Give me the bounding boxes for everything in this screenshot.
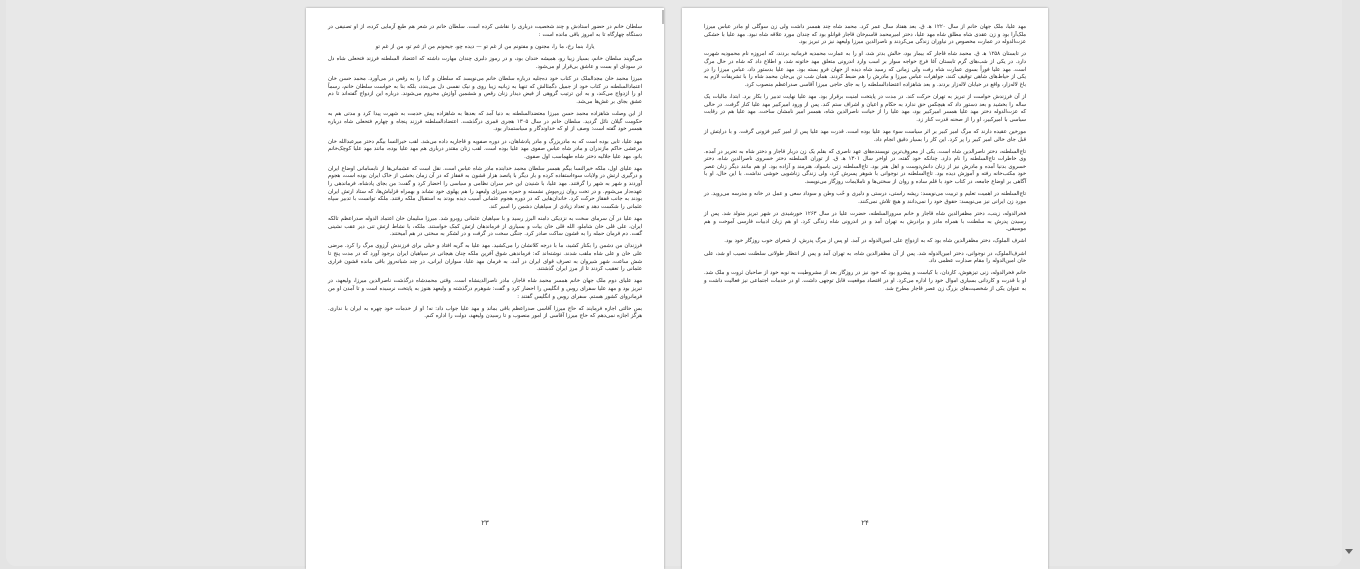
paragraph: می‌گویند سلطان خانم، بسیار زیبا رو، همیشه خندان بود، و در رموز دلبری چندان مهارت داشته که اعتضاد السلطنه فرزند فتحعلی شاه دل در سودای او بست و عاشق بی‌قرار او می‌شود. [328, 56, 642, 70]
paragraph: مهد علیا در آن سرمای سخت به نزدیکی دامنه البرز رسید و با سپاهیان عثمانی روبرو شد. میرزا سلیمان خان اعتماد الدوله صدراعظم تالکه ایران، علی قلی خان شاملو، الله قلی خان بیات و بسیاری از فرماندهان ارتش کمک خواستند. ملکه، با نشاط ارتش تنی دیر عقب نشینی گفت. دم فرمان حمله را به قشون ساکت صادر کرد. جنگی سخت در گرفت و در لشکر به سختی در هم آمیختند. [328, 216, 642, 238]
paragraph: مورخین عقیده دارند که مرگ امیر کبیر بر اثر سیاست سوء مهد علیا بوده است. قدرت مهد علیا پس از امیر کبیر فزونی گرفت. و با درایتش از قبل جای خالی امیر کبیر را پر کرد. این کار را بسیار دقیق انجام داد. [704, 128, 1026, 143]
paragraph: از این وصلت شاهزاده محمد حسن میرزا معتضدالسلطنه به دنیا آمد که بعدها به شاهزاده پیش خدمت به شهرت پیدا کرد و مدتی هم به حکومت گیلان نائل گردید. سلطان خانم در سال ۱۳۰۵ هجری قمری درگذشت. اعتضادالسلطنه فرزند پنجاه و چهارم فتحعلی شاه درباره همسر خود گفته است: وصف از او که خداوندگار و سیاستمدار بود. [328, 111, 642, 133]
vertical-scrollbar[interactable] [1344, 0, 1358, 566]
document-page-left [306, 8, 664, 569]
scroll-down-arrow-icon[interactable] [1345, 549, 1353, 554]
page-gap-marker [662, 10, 664, 24]
paragraph: بس حالتی اجازه فرمایند که حاج میرزا آقاسی صدراعظم باقی بماند و مهد علیا جواب داد: نه! او از خدمات خود چهره به ایران با نداری. هرگز اجازه نمی‌دهم که حاج میرزا آقاسی از امور منصوب و تا رسیدن ولیعهد، دولت را اداره کنم. [328, 305, 642, 320]
page-number-left: ۲۳ [481, 519, 489, 527]
paragraph: مهد علیای اول، ملکه خیرالنسا بیگم همسر سلطان محمد خدابنده مادر شاه عباس است. نقل است که عشمانی‌ها از نابسامانی اوضاع ایران و درگیری ارتش در ولایات سوءاستفاده کرده و بار دیگر با پانصد هزار قشون به قفقاز که در آن زمان بخشی از خاک ایران بوده است، هجوم آوردند و شهر به شهر را گرفتند. مهد علیا، با شنیدن این خبر سران نظامی و سیاسی را احضار کرد و گفت: من بجای پادشاه، فرماندهی را عهده‌دار می‌شوم. و در تخت روان زره‌پوش نشسته و حمزه میرزای ولیعهد را هم پهلوی خود نشاند و بهمراه قزلباش‌ها، که ستاد ارتش ایران بودند به جانب قفقاز حرکت کرد. خاندان‌هایی که در دوره هجوم عثمانی آسیب دیده بودند به استقبال ملکه رفتند. ملکه توانست با تدبیر سپاه عثمانی را شکست دهد و تعداد زیادی از سپاهیان دشمن را اسیر کند. [328, 165, 642, 210]
paragraph: از آن فرزندش خواست از تبریز به تهران حرکت کند. در مدت در پایتخت امنیت برقرار بود. مهد علیا نهایت تدبیر را بکار برد. ابتدا، مالیات یک ساله را بخشید و بعد دستور داد که هیچکس حق ندارد به حکام و اعیان و اشراف ستم کند. پس از ورود امیرکبیر مهد علیا کنار گرفت. در حالی که عزت‌الدوله دختر مهد علیا همسر امیرکبیر بود، مهد علیا را از خیانت ناصرالدین شاه، همسر امیر نامشان ساخت. مهد علیا هم در رقابت سیاسی با امیرکبیر، او را از صحنه قدرت کنار زد. [704, 93, 1026, 123]
page-text-left [328, 24, 642, 326]
paragraph: خانم فخرالدوله، زنی تیزهوش، کاردان، با کیاست و پیشرو بود که خود نیز در روزگار بعد از مشروطیت به نوبه خود از صاحبان ثروت و ملک شد. او با قدرت و کاردانی بسیاری اموال خود را اداره می‌کرد. او در اقتصاد موقعیت قابل توجهی داشت. او در خدمات اجتماعی نیز فعالیت داشت و به عنوان یکی از شخصیت‌های بزرگ زن عصر قاجار مطرح شد. [704, 270, 1026, 292]
paragraph: فرزندان من دشمن را بکنار کشید، ما با درجه کلانشان را می‌کشید. مهد علیا به گریه افتاد و خیلی برای فرزندش آرزوی مرگ را کرد. مرضی علی خان و علی شاه ملقب شدند. نوشته‌اند که: فرماندهی شوق آفرین ملکه چنان هیجانی در سپاهیان ایران برجود آورد که در مدت پنج تا شش ساعت، شهر شیروان به تصرف قوای ایران در آمد. به فرمان مهد علیا، سواران ایرانی، در چند شبانه‌روز باقی مانده قشون فراری عثمانی را تعقیب کردند تا از مرز ایران گذشتند. [328, 243, 642, 273]
paragraph: مهد علیا، تابی بوده است که به مادربزرگ و مادر پادشاهان، در دوره صفویه و قاجاریه داده می‌شد. لقب خیرالنسا بیگم دختر میرعبدالله خان مرعشی حاکم مازندران و مادر شاه عباس صفوی مهد علیا بوده است. لقب زنان مقتدر درباری هم مهد علیا بوده، مانند مهد علیا کوچک‌خانم بانو، مهد علیا جلالیه دختر شاه طهماسب اول صفوی. [328, 138, 642, 160]
paragraph: تاج‌السلطنه، دختر ناصرالدین شاه است. یکی از معروف‌ترین نویسنده‌های عهد ناصری که بقلم یک زن دربار قاجار و دختر شاه به تحریر در آمده. وی خاطرات تاج‌السلطنه را نام دارد. چنانکه خود گفته، در اواخر سال ۱۳۰۱ ه‍. ق. از توران السلطنه دختر خسروی ناصرالدین شاه، دختر خسروی بدنیا آمده و مادرش نیز از زنان دانش‌دوست و اهل هنر بود. تاج‌السلطنه زنی باسواد، هنرمند و آزاده بود. او هم مانند دیگر زنان عصر خود مکتب‌خانه رفته و آموزش دیده بود. تاج‌السلطنه در نوجوانی با شوهر پسرش کرد، ولی زندگی زناشویی خوشی نداشت. با این حال، او با آگاهی بر اوضاع جامعه، در کتاب خود با قلم ساده و روان از سختی‌ها و ناملایمات روزگار می‌نویسد. [704, 148, 1026, 186]
paragraph: سلطان خانم در حضور استادش و چند شخصیت درباری را نقاشی کرده است. سلطان خانم در شعر هم طبع آزمایی کرده، از او تصنیفی در دستگاه چهارگاه تا به امروز باقی مانده است : [328, 24, 642, 38]
page-text-right [704, 24, 1026, 298]
page-number-right: ۲۴ [861, 519, 869, 527]
page-canvas[interactable] [6, 0, 1342, 566]
document-page-right [682, 8, 1048, 569]
paragraph: فخرالدوله، زینب، دختر مظفرالدین شاه قاجار و خانم سرورالسلطنه، حضرت علیا در سال ۱۲۶۳ خورشیدی در شهر تبریز متولد شد. پس از رسیدن پدرش به سلطنت با همراه مادر و برادرش به تهران آمد و در اندرونی شاه زندگی کرد. او هم زبان ادبیات فارسی آموخت و هم موسیقی. [704, 211, 1026, 233]
paragraph: اشرف الملوک، دختر مظفرالدین شاه بود که به ازدواج علی امین‌الدوله در آمد. او پس از مرگ پدرش، از شعرای خوب روزگار خود بود. [724, 238, 1026, 245]
paragraph: اشرف‌الملوک، در نوجوانی، دختر امین‌الدوله شد. پس از آن مظفرالدین شاه، به تهران آمد و پس از انتظار طولانی سلطنت نصیب او شد، علی خان امین‌الدوله را مقام صدارت عظمی داد. [704, 250, 1026, 265]
paragraph: میرزا محمد خان مجدالملک در کتاب خود ده‌جلیه درباره سلطان خانم می‌نویسد که سلطان و گدا را به رقص در می‌آورد. محمد حسن خان اعتمادالسلطنه در کتاب خود از جمیل دگمثالش که تنهیا به زبانیه زیبا روی و نیک نفسی دل می‌بندد، بلکه بنا به خواست سلطان خانم، رسماً او را ازدواج می‌کند، و به این ترتیب گروهی از فیض دیدار زنان رقص و ششمین آوازش محروم می‌شوند. درباره این ازدواج گفته‌اند تا دم عشق بجای بر غش‌ها می‌شد. [328, 76, 642, 105]
paragraph: در تابستان ۱۲۵۸ ه‍. ق. محمد شاه قاجار که بیمار بود، حالش بدتر شد، او را به عمارت محمدیه فرمانیه بردند، که امروزه نام محمودیه شهرت دارد. در یکی از شب‌های گرم تابستان آغا فرج خواجه سوار بر اسب وارد اندرونی متعلق مهد خاتونه شد، و اطلاع داد که شاه در حال مرگ است. مهد علیا فوراً بسوی عمارت شاه رفت ولی زمانی که رسید شاه دیده از جهان فرو بسته بود. مهد علیا بدستور داد، عباس میرزا را در یکی از حیاط‌های شاهی توقیف کنند، جواهرات عباس میرزا و مادرش را هم ضبط کردند. همان شب تن بی‌جان محمد شاه را با تشریفات لازم به باغ لاله‌زار، واقع در خیابان لاله‌زار بردند. و بعد شاهزاده اعتضادالسلطنه را به جای حاجی میرزا آقاسی صدراعظم منصوب کرد. [704, 51, 1026, 88]
verse: یارا، بنما رخ، ما را، مجنون و مفتونم من از غم تو — دیده چو، جیحونم من از غم تو، من از غم تو [375, 43, 595, 50]
paragraph: مهد علیای دوم ملک جهان خانم همسر محمد شاه قاجار، مادر ناصرالدینشاه است. وقتی محمدشاه درگذشت ناصرالدین میرزا، ولیعهد، در تبریز بود و مهد علیا سفرای روس و انگلیس را احضار کرد و گفت: شوهرم درگذشته و ولیعهد هنوز به پایتخت نرسیده است و تا آمدن او من فرمانروای کشور هستم. سفرای روس و انگلیس گفتند : [328, 278, 642, 300]
paragraph: مهد علیا، ملک جهان خانم از سال ۱۲۲۰ ه‍. ق. بعد هفتاد سال عمر کرد. محمد شاه چند همسر داشت ولی زن سوگلی او مادر عباس میرزا ملک‌آرا بود و زن عقدی شاه مطلق شاه مهد علیا، دختر امیرمحمد قاسم‌خان قاجار قوانلو بود که چندان مورد علاقه شاه نبود. مهد علیا با خشکی عزت‌الدوله در عمارت مخصوص در نیاوران زندگی می‌کردند و ناصرالدین میرزا ولیعهد نیز در تبریز بود. [704, 24, 1026, 46]
paragraph: تاج‌السلطنه در اهمیت تعلیم و تربیت می‌نویسد: ریشه راستی، درستی و دلیری و حُب وطن و سوداد سعی و عمل در خانه و مدرسه می‌روید. در مورد زن ایرانی نیز می‌نویسد: حقوق خود را نمی‌دانند و هیچ تلاش نمی‌کنند. [704, 191, 1026, 205]
